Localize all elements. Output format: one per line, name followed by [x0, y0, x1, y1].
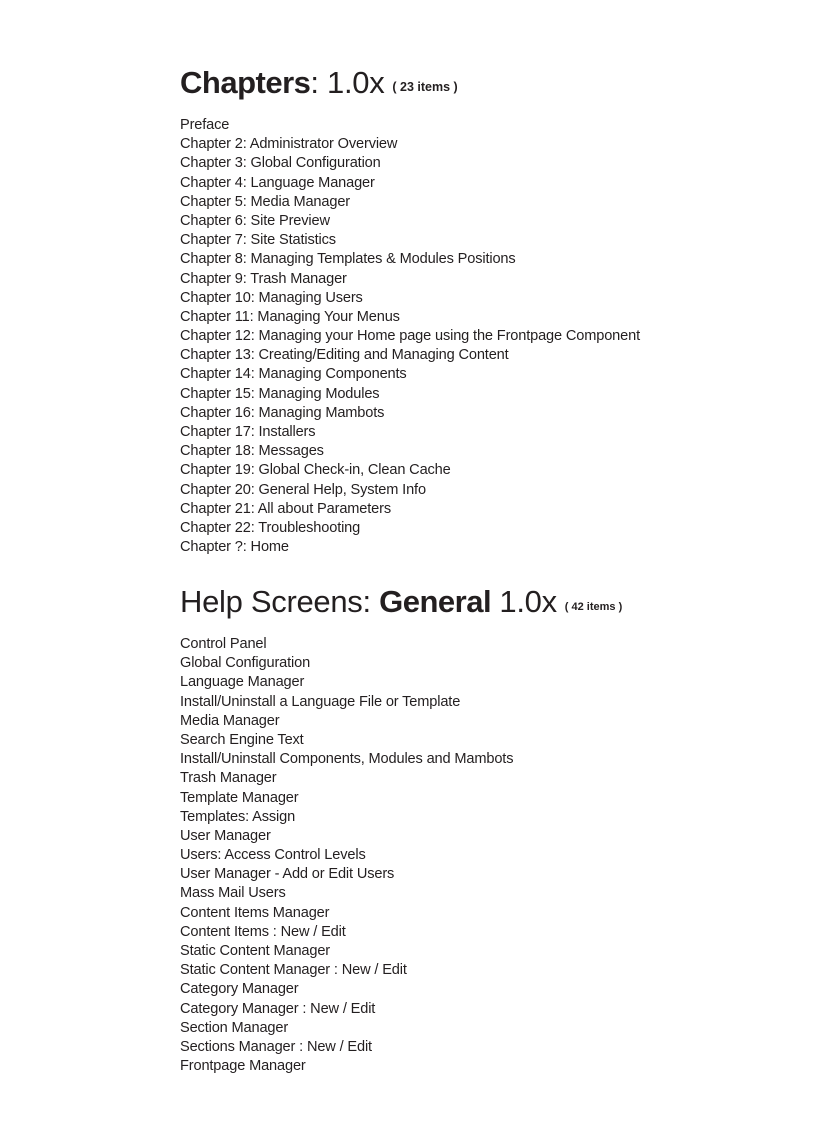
chapter-item: Chapter 10: Managing Users — [180, 289, 363, 306]
help-screen-item: Trash Manager — [180, 770, 277, 787]
help-screen-item: Frontpage Manager — [180, 1058, 306, 1075]
chapter-item: Chapter 14: Managing Components — [180, 366, 407, 383]
help-screens-title: Help Screens: — [180, 584, 380, 619]
help-screen-item: User Manager — [180, 827, 271, 844]
chapters-list — [180, 116, 640, 557]
help-screen-item: Static Content Manager : New / Edit — [180, 962, 407, 979]
chapters-heading — [180, 64, 640, 100]
chapters-title: Chapters — [180, 65, 311, 100]
chapter-item: Chapter 2: Administrator Overview — [180, 136, 398, 153]
help-screen-item: Content Items : New / Edit — [180, 923, 346, 940]
chapter-item: Chapter 8: Managing Templates & Modules Positions — [180, 251, 516, 268]
chapter-item: Chapter 13: Creating/Editing and Managing Content — [180, 347, 509, 364]
help-screen-item: Control Panel — [180, 636, 267, 652]
chapter-item: Chapter 11: Managing Your Menus — [180, 308, 400, 325]
chapter-item: Chapter 17: Installers — [180, 424, 316, 440]
help-screen-item: User Manager - Add or Edit Users — [180, 866, 395, 883]
chapter-item: Chapter 22: Troubleshooting — [180, 519, 361, 536]
chapter-item: Chapter 15: Managing Modules — [180, 385, 380, 402]
chapters-item-count: ( 23 items ) — [392, 80, 458, 94]
help-screen-item: Category Manager : New / Edit — [180, 1000, 376, 1017]
help-screen-item: Language Manager — [180, 674, 305, 691]
chapter-item: Chapter 6: Site Preview — [180, 212, 330, 229]
chapter-item: Chapter 7: Site Statistics — [180, 232, 336, 249]
help-screen-item: Search Engine Text — [180, 731, 304, 748]
chapter-item: Chapter 19: Global Check-in, Clean Cache — [180, 462, 451, 479]
help-screen-item: Global Configuration — [180, 655, 311, 672]
chapter-item: Chapter 18: Messages — [180, 443, 324, 460]
help-screen-item: Template Manager — [180, 789, 299, 806]
help-screen-item: Users: Access Control Levels — [180, 847, 366, 864]
help-screen-item: Sections Manager : New / Edit — [180, 1038, 372, 1055]
help-screens-category: General — [379, 584, 492, 619]
chapter-item: Chapter 3: Global Configuration — [180, 155, 381, 172]
chapters-version: : 1.0x — [310, 65, 385, 100]
help-screens-item-count: ( 42 items ) — [564, 601, 623, 613]
chapter-item: Preface — [180, 117, 230, 133]
chapter-item: Chapter 9: Trash Manager — [180, 270, 347, 287]
help-screens-section — [180, 583, 622, 1076]
help-screen-item: Mass Mail Users — [180, 885, 286, 902]
chapters-section — [180, 64, 640, 557]
help-screens-version: 1.0x — [491, 584, 557, 619]
help-screen-item: Category Manager — [180, 981, 299, 998]
chapter-item: Chapter 16: Managing Mambots — [180, 404, 385, 421]
help-screen-item: Section Manager — [180, 1019, 289, 1036]
chapter-item: Chapter 12: Managing your Home page using the Frontpage Component — [180, 328, 640, 345]
help-screen-item: Install/Uninstall Components, Modules and Mambots — [180, 751, 514, 768]
help-screen-item: Media Manager — [180, 712, 280, 729]
help-screens-heading — [180, 583, 622, 619]
chapter-item: Chapter 4: Language Manager — [180, 174, 375, 191]
chapter-item: Chapter 21: All about Parameters — [180, 500, 391, 517]
help-screens-list — [180, 635, 622, 1076]
chapter-item: Chapter 20: General Help, System Info — [180, 481, 426, 498]
chapter-item: Chapter ?: Home — [180, 539, 289, 556]
help-screen-item: Content Items Manager — [180, 904, 330, 921]
chapter-item: Chapter 5: Media Manager — [180, 193, 351, 210]
help-screen-item: Templates: Assign — [180, 808, 296, 825]
help-screen-item: Static Content Manager — [180, 943, 331, 959]
help-screen-item: Install/Uninstall a Language File or Template — [180, 693, 461, 710]
